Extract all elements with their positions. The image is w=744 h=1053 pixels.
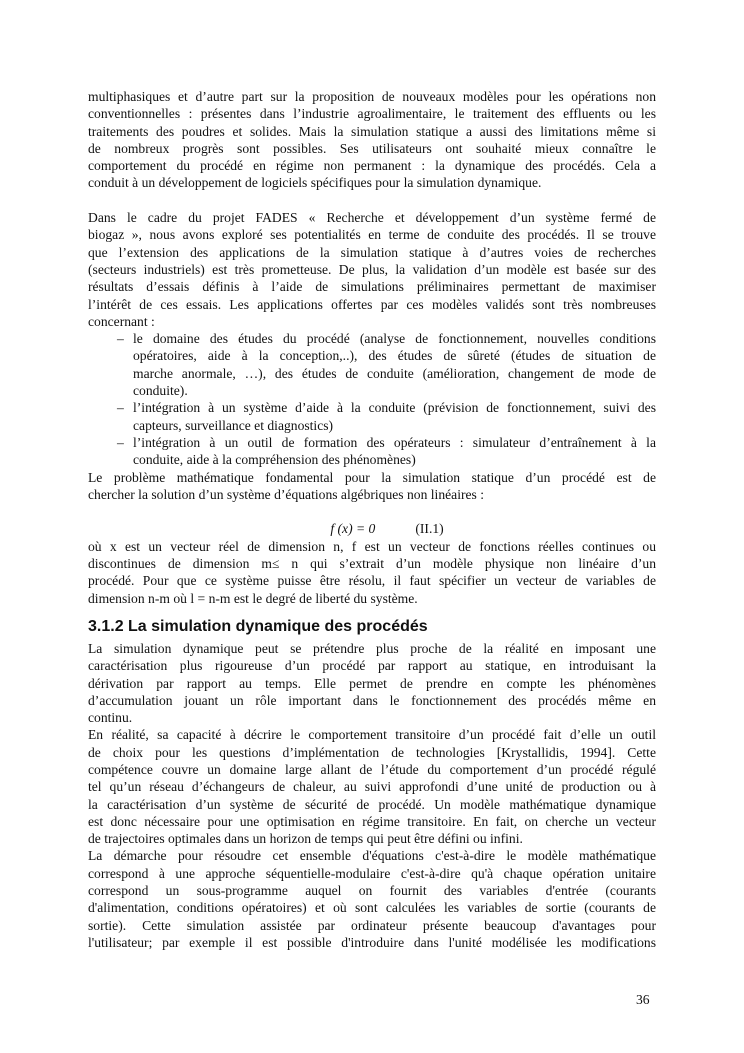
text-line: de choix pour les questions d’implémentation de technologies [Krystallidis, 1994]. Cette: [88, 744, 656, 760]
equation-number: (II.1): [415, 521, 444, 537]
text-line: Le problème mathématique fondamental pour la simulation statique d’un procédé est de: [88, 469, 656, 485]
text-line: l’intégration à un outil de formation des opérateurs : simulateur d’entraînement à la: [133, 434, 656, 450]
paragraph: [88, 538, 656, 607]
text-line: conduite, aide à la compréhension des phénomènes): [133, 452, 416, 468]
text-line: l’intérêt de ces essais. Les applications offertes par ces modèles validés sont très nombreuses: [88, 296, 656, 312]
text-line: En réalité, sa capacité à décrire le comportement transitoire d’un procédé fait d’elle un outil: [88, 727, 656, 743]
page-number: 36: [636, 992, 650, 1007]
text-line: que l’extension des applications de la simulation statique à d’autres voies de recherches: [88, 244, 656, 260]
text-line: discontinues de dimension m≤ n qui s’extrait d’un modèle physique non linéaire d’un: [88, 556, 656, 572]
paragraph: [88, 726, 656, 847]
text-line: dimension n-m où l = n-m est le degré de liberté du système.: [88, 590, 418, 606]
text-line: d’accumulation jouant un rôle important dans le fonctionnement des procédés même en: [88, 692, 656, 708]
text-line: de nombreux progrès sont possibles. Ses utilisateurs ont souhaité mieux connaître le: [88, 140, 656, 156]
text-line: Dans le cadre du projet FADES « Recherche et développement d’un système fermé de: [88, 210, 656, 226]
text-line: comportement du procédé en régime non permanent : la dynamique des procédés. Cela a: [88, 158, 656, 174]
text-line: la caractérisation d’un système de sécurité de procédé. Un modèle mathématique dynamique: [88, 796, 656, 812]
text-line: multiphasiques et d’autre part sur la proposition de nouveaux modèles pour les opérations non: [88, 89, 656, 104]
paragraph: [88, 847, 656, 951]
bullet-dash-icon: –: [117, 331, 124, 347]
text-line: compétence couvre un domaine large allant de l’étude du comportement d’un procédé régulé: [88, 761, 656, 777]
text-line: traitements des poudres et solides. Mais la simulation statique a aussi des limitations même si: [88, 123, 656, 139]
text-line: conduit à un développement de logiciels spécifiques pour la simulation dynamique.: [88, 175, 542, 191]
text-line: opératoires, aide à la conception,..), des études de sûreté (études de situation de: [133, 348, 656, 364]
text-line: La simulation dynamique peut se prétendre plus proche de la réalité en imposant une: [88, 640, 656, 656]
text-line: (secteurs industriels) est très prometteuse. De plus, la validation d’un modèle est basée sur des: [88, 261, 656, 277]
text-line: chercher la solution d’un système d’équations algébriques non linéaires :: [88, 486, 484, 502]
paragraph: [88, 469, 656, 504]
bullet-dash-icon: –: [117, 434, 124, 450]
list-item: [88, 330, 656, 399]
text-line: procédé. Pour que ce système puisse être résolu, il faut spécifier un vecteur de variables de: [88, 573, 656, 589]
list-item: [88, 399, 656, 434]
text-line: capteurs, surveillance et diagnostics): [133, 417, 334, 433]
blank-line: [88, 503, 656, 520]
text-line: l'utilisateur; par exemple il est possible d'introduire dans l'unité modélisée les modifications: [88, 934, 656, 950]
text-line: où x est un vecteur réel de dimension n, f est un vecteur de fonctions réelles continues ou: [88, 538, 656, 554]
text-line: d'alimentation, conditions opératoires) et où sont calculées les variables de sortie (courants de: [88, 900, 656, 916]
text-line: est donc nécessaire pour une optimisation en régime transitoire. En fait, on cherche un vecteur: [88, 813, 656, 829]
equation: [88, 520, 656, 537]
list-item: [88, 434, 656, 469]
text-line: l’intégration à un système d’aide à la conduite (prévision de fonctionnement, suivi des: [133, 400, 656, 416]
text-line: correspond à une approche séquentielle-modulaire c'est-à-dire qu'à chaque opération unitaire: [88, 865, 656, 881]
text-line: dérivation par rapport au temps. Elle permet de prendre en compte les phénomènes: [88, 675, 656, 691]
text-line: concernant :: [88, 313, 155, 329]
text-line: biogaz », nous avons exploré ses potentialités en terme de conduite des procédés. Il se trouve: [88, 227, 656, 243]
text-line: continu.: [88, 710, 133, 726]
text-line: tel qu’un réseau d’échangeurs de chaleur, au suivi approfondi d’une unité de production ou à: [88, 779, 656, 795]
text-line: le domaine des études du procédé (analyse de fonctionnement, nouvelles conditions: [133, 331, 656, 347]
document-body: [88, 88, 656, 951]
section-heading: 3.1.2 La simulation dynamique des procédés: [88, 617, 428, 635]
blank-line: [88, 192, 656, 209]
text-line: conventionnelles : présentes dans l’industrie agroalimentaire, le traitement des effluents ou les: [88, 106, 656, 122]
bullet-dash-icon: –: [117, 400, 124, 416]
text-line: sortie). Cette simulation assistée par ordinateur présente beaucoup d'avantages pour: [88, 917, 656, 933]
paragraph: [88, 640, 656, 726]
text-line: de trajectoires optimales dans un horizon de temps qui peut être défini ou infini.: [88, 831, 523, 847]
paragraph: [88, 88, 656, 192]
text-line: correspond un sous-programme auquel on fournit des variables d'entrée (courants: [88, 883, 656, 899]
paragraph: [88, 209, 656, 330]
text-line: conduite).: [133, 383, 188, 399]
equation-formula: f (x) = 0: [330, 521, 376, 537]
text-line: résultats d’essais définis à l’aide de simulations préliminaires permettant de maximiser: [88, 279, 656, 295]
text-line: La démarche pour résoudre cet ensemble d'équations c'est-à-dire le modèle mathématique: [88, 848, 656, 864]
text-line: caractérisation plus rigoureuse d’un procédé par rapport au statique, en introduisant la: [88, 658, 656, 674]
text-line: marche anormale, …), des études de conduite (amélioration, changement de mode de: [133, 365, 656, 381]
